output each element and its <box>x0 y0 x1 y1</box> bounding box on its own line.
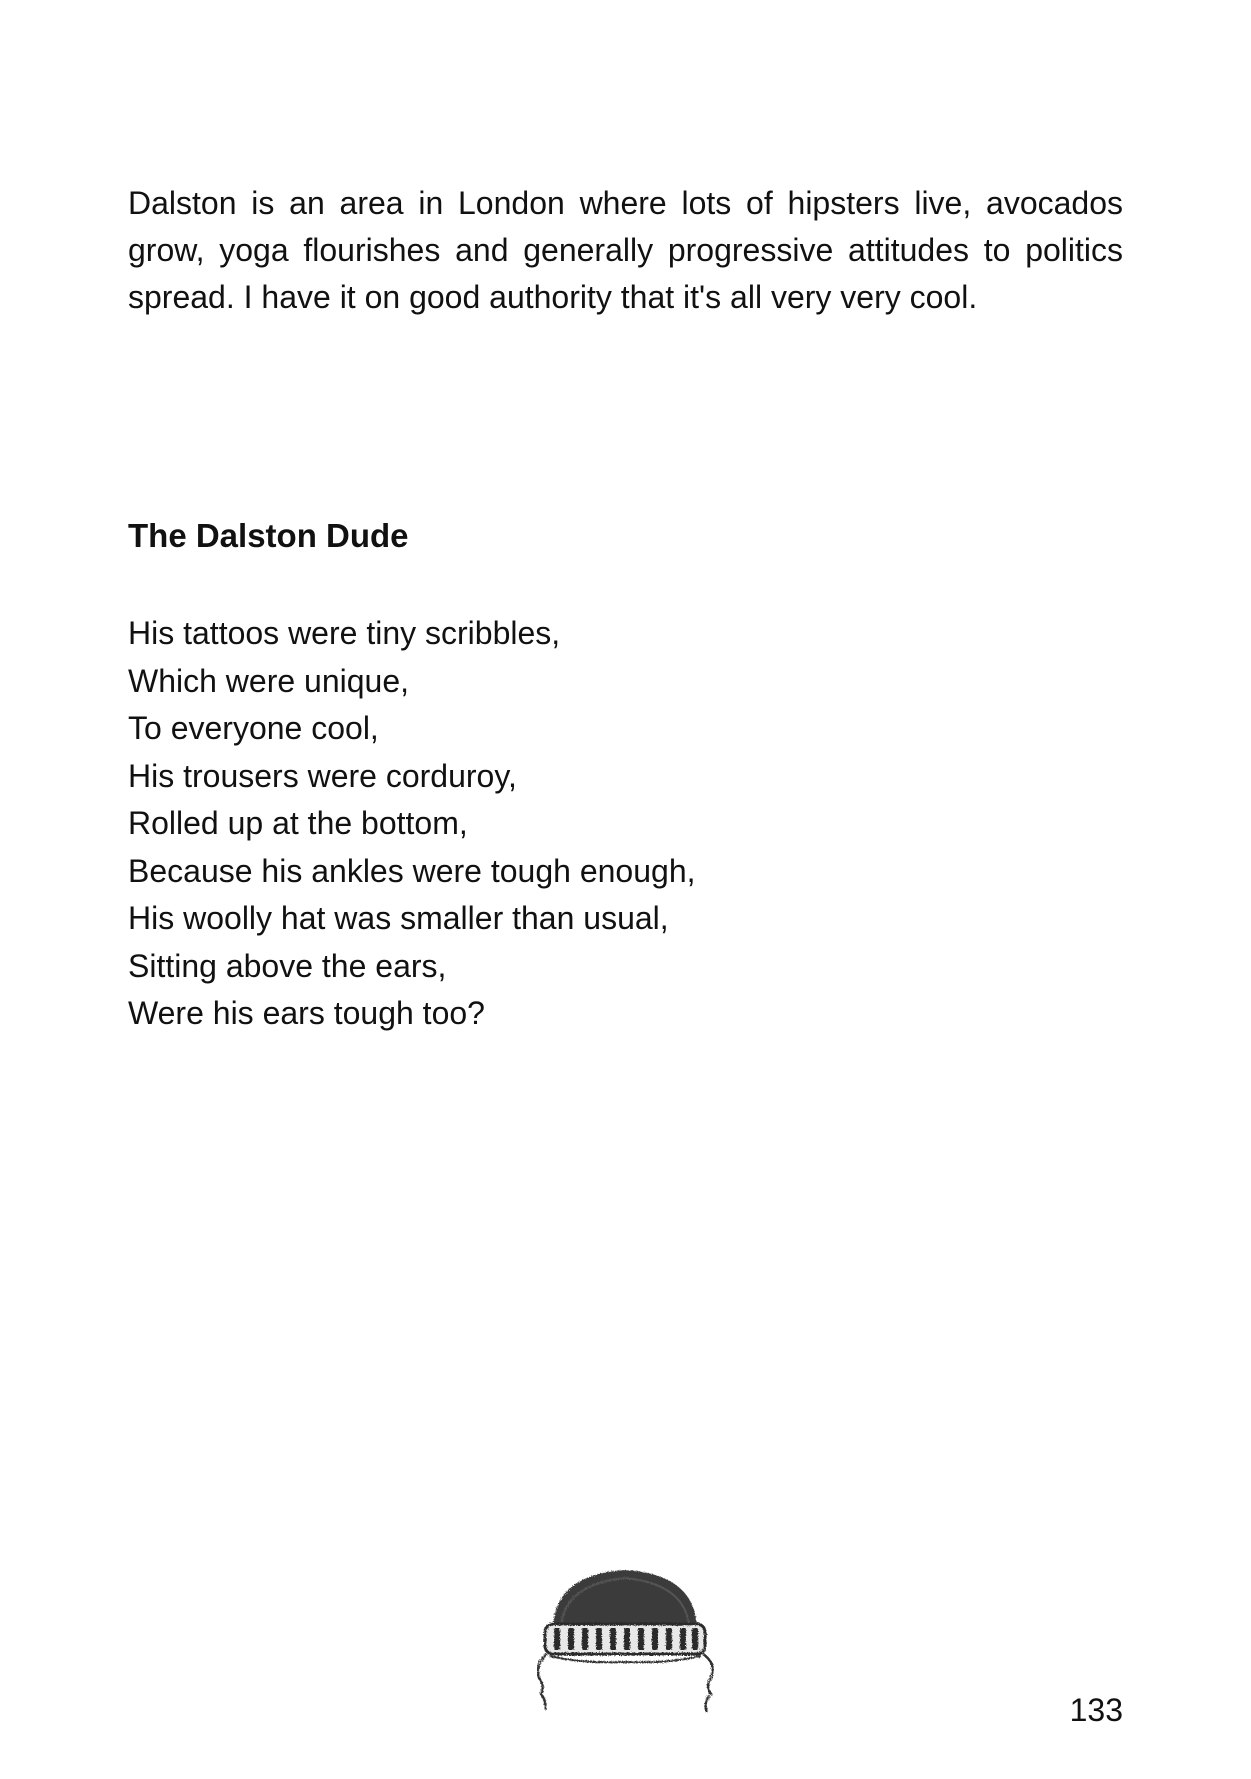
page-number: 133 <box>1069 1692 1123 1728</box>
poem-line: Because his ankles were tough enough, <box>128 852 696 889</box>
poem-title: The Dalston Dude <box>128 517 409 554</box>
poem-line: His woolly hat was smaller than usual, <box>128 900 669 936</box>
intro-paragraph: Dalston is an area in London where lots of hipsters live, avocados grow, yoga flourishes and generally progressive attitudes to politics spread. I have it on good authority that it's all very very cool. <box>128 185 1123 315</box>
poem-line: Sitting above the ears, <box>128 947 447 984</box>
poem-line: His trousers were corduroy, <box>128 757 517 794</box>
woolly-hat-icon <box>525 1560 725 1720</box>
poem-line: Which were unique, <box>128 662 410 699</box>
poem-line: Rolled up at the bottom, <box>128 805 468 841</box>
poem-line: His tattoos were tiny scribbles, <box>128 615 561 651</box>
poem-stanza <box>128 610 696 1038</box>
poem-line: To everyone cool, <box>128 710 379 746</box>
poem-line: Were his ears tough too? <box>128 995 485 1031</box>
